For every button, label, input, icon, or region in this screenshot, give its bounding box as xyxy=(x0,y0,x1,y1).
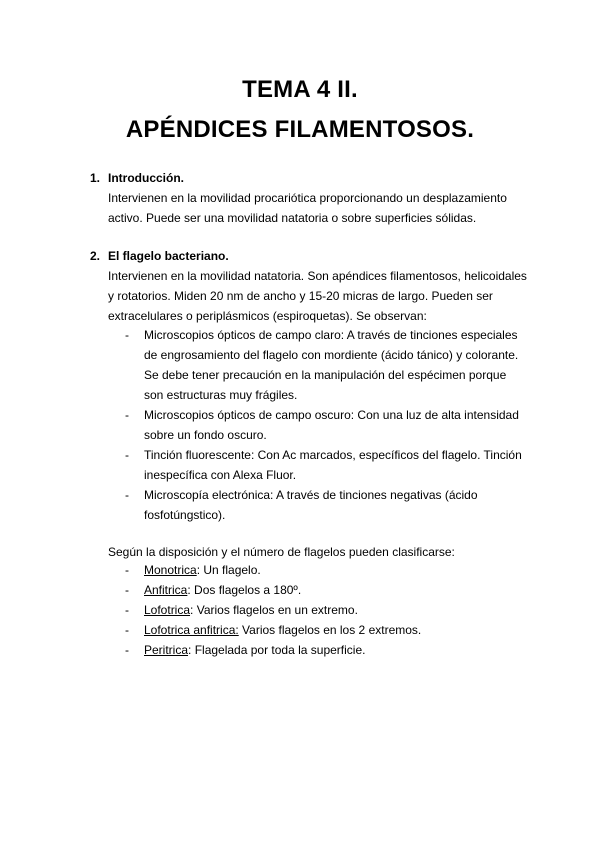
list-item xyxy=(108,620,528,640)
section-title: Introducción. xyxy=(108,171,184,185)
list-item: - Lofotrica: Varios flagelos en un extremo. xyxy=(108,600,528,620)
classification-desc: Un flagelo. xyxy=(200,563,261,577)
classification-term: Monotrica xyxy=(144,563,197,577)
classification-list xyxy=(108,560,528,660)
dash-bullet: - xyxy=(125,623,129,637)
section-number: 2. xyxy=(90,249,101,263)
observation-methods-list xyxy=(108,325,528,525)
list-item: - Microscopios ópticos de campo claro: A través de tinciones especiales de engrosamiento del flagelo con mordiente (ácido tánico) y colorante. Se debe tener precaución en la manipulación del espécimen porque son estructuras muy frágiles. xyxy=(108,325,528,405)
classification-term: Anfitrica xyxy=(144,583,188,597)
classification-term: Lofotrica anfitrica: xyxy=(144,623,239,637)
section-number: 1. xyxy=(90,171,101,185)
list-item: - Microscopios ópticos de campo oscuro: Con una luz de alta intensidad sobre un fondo oscuro. xyxy=(108,405,528,445)
section-paragraph-introduccion: Intervienen en la movilidad procariótica proporcionando un desplazamiento activo. Puede ser una movilidad natatoria o sobre superficies sólidas. xyxy=(108,191,507,225)
dash-bullet: - xyxy=(125,488,129,502)
list-item: - Monotrica: Un flagelo. xyxy=(108,560,528,580)
dash-bullet: - xyxy=(125,328,129,342)
list-item: - Tinción fluorescente: Con Ac marcados, específicos del flagelo. Tinción inespecífica con Alexa Fluor. xyxy=(108,445,528,485)
classification-desc: Varios flagelos en los 2 extremos. xyxy=(238,623,422,637)
classification-term: Peritrica xyxy=(144,643,189,657)
document-title-line1: TEMA 4 II. xyxy=(242,76,358,103)
dash-bullet: - xyxy=(125,603,129,617)
dash-bullet: - xyxy=(125,563,129,577)
classification-desc: Dos flagelos a 180º. xyxy=(190,583,302,597)
dash-bullet: - xyxy=(125,448,129,462)
section-heading-flagelo xyxy=(90,246,229,266)
section-title: El flagelo bacteriano. xyxy=(108,249,229,263)
dash-bullet: - xyxy=(125,583,129,597)
document-title-line2: APÉNDICES FILAMENTOSOS. xyxy=(125,116,475,143)
list-item: - Peritrica: Flagelada por toda la superficie. xyxy=(108,640,528,660)
section-heading-introduccion xyxy=(90,168,184,188)
classification-desc: Flagelada por toda la superficie. xyxy=(191,643,366,657)
list-item: - Anfitrica: Dos flagelos a 180º. xyxy=(108,580,528,600)
classification-term: Lofotrica xyxy=(144,603,191,617)
classification-desc: Varios flagelos en un extremo. xyxy=(193,603,358,617)
classification-intro: Según la disposición y el número de flagelos pueden clasificarse: xyxy=(108,545,455,559)
dash-bullet: - xyxy=(125,643,129,657)
dash-bullet: - xyxy=(125,408,129,422)
list-item: - Microscopía electrónica: A través de tinciones negativas (ácido fosfotúngstico). xyxy=(108,485,528,525)
section-paragraph-flagelo: Intervienen en la movilidad natatoria. Son apéndices filamentosos, helicoidales y rotatorios. Miden 20 nm de ancho y 15-20 micras de largo. Pueden ser extracelulares o periplásmicos (espiroquetas). Se observan: xyxy=(108,269,527,323)
